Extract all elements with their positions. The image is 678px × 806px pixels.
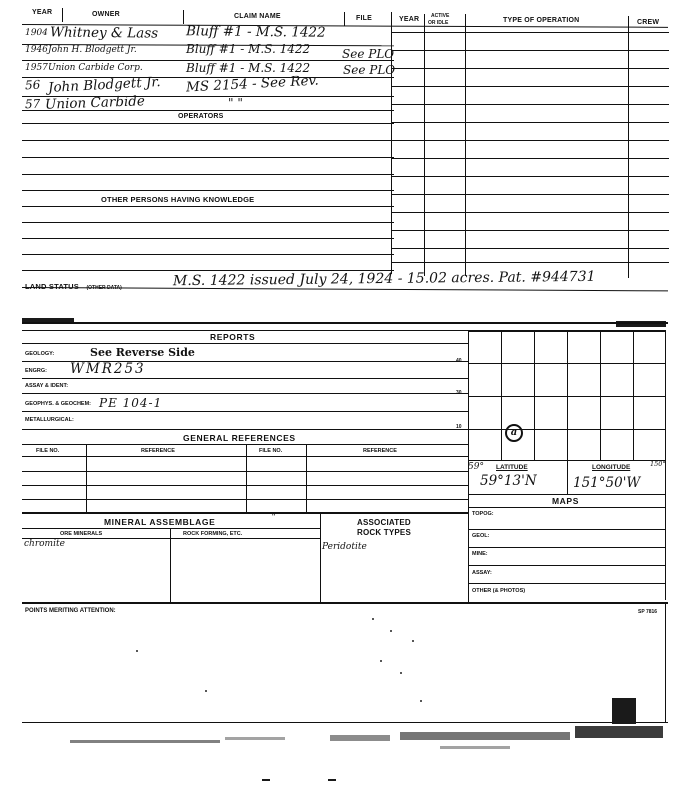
- grid-line: [501, 330, 502, 460]
- claim-name-header: CLAIM NAME: [234, 13, 281, 20]
- row3-year: 1957: [25, 63, 48, 73]
- row4-owner: John Blodgett Jr.: [47, 74, 162, 96]
- geophys-label: GEOPHYS. & GEOCHEM:: [25, 401, 92, 407]
- land-status-label: LAND STATUS: [25, 282, 80, 291]
- scan-speck: [136, 650, 138, 652]
- other-persons-label: OTHER PERSONS HAVING KNOWLEDGE: [101, 195, 255, 204]
- row5-claim: " ": [228, 96, 243, 110]
- row1-year: 1904: [24, 27, 48, 39]
- row2-file: See PLO: [342, 47, 395, 61]
- grid-number-40: 40: [456, 358, 462, 364]
- row-line: [22, 499, 468, 500]
- row-line: [22, 456, 468, 457]
- scan-mark: [612, 698, 636, 724]
- long-suffix: 150°: [650, 460, 666, 468]
- general-references-title: GENERAL REFERENCES: [183, 433, 296, 443]
- associated-title-1: ASSOCIATED: [357, 518, 411, 527]
- scan-noise: [328, 779, 336, 781]
- maps-title: MAPS: [552, 496, 579, 506]
- row-line: [391, 230, 669, 231]
- latitude-value: 59°13'N: [480, 473, 537, 489]
- row3-claim: Bluff #1 - M.S. 1422: [186, 61, 311, 75]
- row-line: [22, 110, 394, 111]
- metallurgical-label: METALLURGICAL:: [25, 417, 74, 423]
- mineral-assemblage-title: MINERAL ASSEMBLAGE: [104, 517, 216, 527]
- maps-other-label: OTHER (& PHOTOS): [472, 588, 526, 594]
- divider: [86, 444, 87, 512]
- scan-speck: [205, 690, 207, 692]
- gr-file-no-1: FILE NO.: [36, 448, 60, 454]
- row-line: [22, 485, 468, 486]
- scan-speck: [380, 660, 382, 662]
- assay-label: ASSAY & IDENT:: [25, 383, 69, 389]
- year-header: YEAR: [32, 9, 53, 16]
- gr-reference-1: REFERENCE: [141, 448, 175, 454]
- divider: [567, 460, 568, 494]
- grid-line: [468, 429, 666, 430]
- longitude-label: LONGITUDE: [592, 464, 631, 471]
- divider: [320, 512, 321, 602]
- row3-owner: Union Carbide Corp.: [48, 63, 143, 73]
- row2-year: 1946: [25, 45, 48, 55]
- row-line: [22, 393, 468, 394]
- row-line: [22, 471, 468, 472]
- lat-prefix: 59°: [468, 462, 484, 472]
- geology-value: See Reverse Side: [90, 346, 195, 359]
- row-line: [22, 378, 468, 379]
- row-line: [391, 50, 669, 51]
- maps-geol-label: GEOL:: [472, 533, 490, 539]
- scan-noise: [70, 740, 220, 743]
- row5-owner: Union Carbide: [44, 93, 146, 113]
- row2-owner: John H. Blodgett Jr.: [48, 45, 137, 55]
- associated-title-2: ROCK TYPES: [357, 528, 412, 537]
- row1-owner: Whitney & Lass: [49, 24, 159, 42]
- grid-line: [567, 330, 568, 460]
- location-marker-icon: a: [505, 424, 523, 442]
- scan-noise: [225, 737, 285, 740]
- row-line: [391, 176, 669, 177]
- land-status-sublabel: (OTHER DATA): [86, 285, 122, 291]
- longitude-value: 151°50'W: [573, 475, 641, 491]
- scan-noise: [575, 726, 663, 738]
- latitude-label: LATITUDE: [496, 464, 528, 471]
- owner-header: OWNER: [92, 11, 120, 18]
- row-line: [468, 547, 666, 548]
- row-line: [391, 194, 669, 195]
- geology-label: GEOLOGY:: [25, 351, 55, 357]
- row-line: [468, 565, 666, 566]
- land-status-value: M.S. 1422 issued July 24, 1924 - 15.02 acres. Pat. #944731: [172, 268, 596, 290]
- divider: [628, 16, 629, 278]
- scan-speck: [390, 630, 392, 632]
- row-line: [391, 32, 669, 33]
- grid-line: [600, 330, 601, 460]
- row-line: [468, 494, 666, 495]
- row4-year: 56: [24, 77, 41, 93]
- divider: [62, 8, 63, 22]
- row2-claim: Bluff #1 - M.S. 1422: [186, 42, 311, 56]
- ore-minerals-header: ORE MINERALS: [60, 531, 103, 537]
- row-line: [22, 123, 394, 124]
- grid-line: [468, 363, 666, 364]
- geophys-value: PE 104-1: [99, 396, 163, 410]
- grid-line: [534, 330, 535, 460]
- maps-topog-label: TOPOG:: [472, 511, 494, 517]
- row-line: [22, 444, 468, 445]
- row-line: [22, 512, 468, 514]
- grid-number-10: 10: [456, 424, 462, 430]
- scan-noise: [440, 746, 510, 749]
- reports-top-line: [22, 322, 668, 324]
- divider: [170, 528, 171, 602]
- row-line: [391, 248, 669, 249]
- form-bottom-line: [22, 722, 668, 723]
- row3-file: See PLO: [343, 63, 396, 77]
- row-line: [391, 104, 669, 105]
- divider: [665, 602, 666, 722]
- scan-speck: [372, 618, 374, 620]
- year2-header: YEAR: [399, 16, 420, 23]
- scan-noise: [330, 735, 390, 741]
- reports-title: REPORTS: [210, 332, 256, 342]
- row-line: [468, 583, 666, 584]
- idle-header: OR IDLE: [428, 20, 449, 26]
- row-line: [468, 529, 666, 530]
- form-code: SP 7816: [638, 609, 658, 615]
- row-line: [22, 538, 320, 539]
- engrg-value: WMR253: [70, 361, 146, 377]
- divider: [465, 14, 466, 276]
- type-of-operation-header: TYPE OF OPERATION: [503, 17, 580, 24]
- divider: [344, 12, 345, 26]
- ore-minerals-value: chromite: [24, 539, 65, 549]
- row-line: [391, 158, 669, 159]
- maps-mine-label: MINE:: [472, 551, 488, 557]
- row-line: [391, 68, 669, 69]
- row-line: [22, 343, 468, 344]
- row-line: [391, 122, 669, 123]
- row5-year: 57: [24, 96, 41, 112]
- row-line: [22, 411, 468, 412]
- row-line: [22, 429, 468, 430]
- row-line: [22, 254, 394, 255]
- scan-speck: [412, 640, 414, 642]
- grid-line: [633, 330, 634, 460]
- divider: [246, 444, 247, 512]
- scan-speck: [400, 672, 402, 674]
- row-line: [391, 262, 669, 263]
- section-bottom-line: [22, 602, 668, 604]
- associated-rock-value: Peridotite: [322, 542, 367, 552]
- operators-label: OPERATORS: [178, 113, 224, 120]
- scan-noise: [400, 732, 570, 740]
- points-label: POINTS MERITING ATTENTION:: [25, 608, 116, 614]
- row-line: [22, 140, 394, 141]
- grid-number-30: 30: [456, 390, 462, 396]
- active-header: ACTIVE: [431, 13, 450, 19]
- divider: [306, 444, 307, 512]
- row-line: [22, 206, 394, 207]
- tick-mark: ": [272, 512, 276, 522]
- row-line: [391, 212, 669, 213]
- reports-title-line: [22, 330, 468, 331]
- maps-assay-label: ASSAY:: [472, 570, 492, 576]
- row-line: [22, 222, 394, 223]
- row-line: [22, 190, 394, 191]
- gr-reference-2: REFERENCE: [363, 448, 397, 454]
- row1-claim: Bluff #1 - M.S. 1422: [185, 23, 326, 41]
- divider: [424, 14, 425, 276]
- row-line: [391, 86, 669, 87]
- file-header: FILE: [356, 15, 372, 22]
- rock-forming-header: ROCK FORMING, ETC.: [183, 531, 243, 537]
- divider: [183, 10, 184, 24]
- scan-noise: [262, 779, 270, 781]
- row-line: [468, 507, 666, 508]
- gr-file-no-2: FILE NO.: [259, 448, 283, 454]
- engrg-label: ENGRG:: [25, 368, 47, 374]
- row-line: [22, 528, 320, 529]
- scan-speck: [420, 700, 422, 702]
- row-line: [22, 174, 394, 175]
- row-line: [22, 238, 394, 239]
- row4-claim: MS 2154 - See Rev.: [185, 72, 320, 96]
- crew-header: CREW: [637, 19, 660, 26]
- row-line: [391, 140, 669, 141]
- grid-line: [468, 396, 666, 397]
- land-status-label-wrap: [25, 276, 122, 294]
- row-line: [22, 157, 394, 158]
